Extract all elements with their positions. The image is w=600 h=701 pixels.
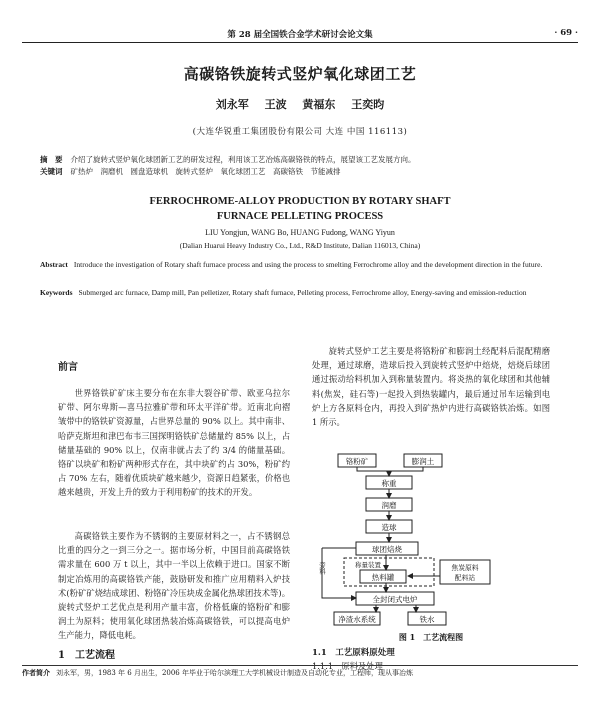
flow-label-hot-tank: 热料罐 <box>371 573 395 582</box>
affiliation-en: (Dalian Huarui Heavy Industry Co., Ltd., R&D Institute, Dalian 116013, China) <box>179 241 421 250</box>
paper-title-en-line2: FURNACE PELLETING PROCESS <box>216 211 384 222</box>
process-paragraph: 旋转式竖炉工艺主要是将铬粉矿和膨润土经配料后混配精磨处理，通过球磨，造球后投入到旋转式竖炉中焙烧，焙烧后球团通过振动给料机加入到称量装置内。将炎热的氧化球团和其他辅料(焦炭，硅石等)一起投入到热装罐内，最后通过吊车运输到电炉上方各原料仓内，再投入到矿热炉内进行高碳铬铁冶炼。如图 1 所示。 <box>312 346 550 428</box>
keywords-cn <box>40 166 570 178</box>
paper-title-cn: 高碳铬铁旋转式竖炉氧化球团工艺 <box>183 65 417 83</box>
running-header <box>22 28 578 42</box>
section-1-heading: 1 工艺流程 <box>58 650 115 661</box>
abstract-en-label: Abstract <box>40 260 68 269</box>
intro-paragraph-1: 世界铬铁矿矿床主要分布在东非大裂谷矿带、欧亚乌拉尔矿带、阿尔卑斯—喜马拉雅矿带和环太平洋矿带。近南北向褶皱带中的铬铁矿资源量，占世界总量的 90% 以上。其中南非、哈萨克斯坦和津巴布韦三国探明铬铁矿总储量约 85% 以上，占储量基础的 90% 以上，仅南非就占去了约 3/4 的储量基础。铬矿以块矿和粉矿两种形式存在，其中块矿约占 30%，粉矿约占 70% 左右，随着优质块矿越来越少，资源日趋紧张，价格也越来越贵，开发上升的致力于利用粉矿的技术的开发。 <box>58 388 290 498</box>
keywords-en-text: Submerged arc furnace, Damp mill, Pan pelletizer, Rotary shaft furnace, Pelleting process, Ferrochrome alloy, Energy-saving and emission-reduction <box>78 288 527 297</box>
flow-label-pelletizing: 造球 <box>381 523 397 532</box>
keywords-en <box>40 286 570 299</box>
flow-label-damp-mill: 润磨 <box>381 501 397 510</box>
flow-label-electric-furnace: 全封闭式电炉 <box>372 595 418 604</box>
abstract-en-text: Introduce the investigation of Rotary shaft furnace process and using the process to smelting Ferrochrome alloy and the development direction in the future. <box>73 260 543 269</box>
abstract-cn-text: 介绍了旋转式竖炉氧化球团新工艺的研发过程，利用该工艺冶炼高碳铬铁的特点，展望该工艺发展方向。 <box>70 155 416 164</box>
footnote-label: 作者简介 <box>22 668 50 677</box>
process-flowchart <box>316 452 540 630</box>
flow-label-slag-water: 净渣水系统 <box>338 615 376 624</box>
authors-cn: 刘永军 王波 黄福东 王奕昀 <box>215 98 385 111</box>
page-number: · 69 · <box>554 28 578 38</box>
subsection-1-1: 1.1 工艺原料原处理 <box>312 648 395 658</box>
intro-paragraph-2: 高碳铬铁主要作为不锈钢的主要原材料之一，占不锈钢总比重的四分之一到三分之一。据市场分析，中国目前高碳铬铁需求量在 600 万 t 以上，其中一半以上依赖于进口。国家不断制定冶炼用的高碳铬铁产能，鼓励研发和推广应用精料入炉技术(粉矿矿烧结成球团、粉铬矿冷压块成金属化热球团技术等)。旋转式竖炉工艺优点是利用产量丰富，价格低廉的铬粉矿和膨润土为原料；使用氧化球团热装冶炼高碳铬铁，可以提高电炉生产能力，降低电耗。 <box>58 531 290 641</box>
subsection-1-1-1: 1.1.1 原料及处理 <box>312 661 383 671</box>
section-intro-heading: 前言 <box>58 362 78 373</box>
flow-label-batching-1: 焦炭原料 <box>451 564 479 572</box>
authors-en: LIU Yongjun, WANG Bo, HUANG Fudong, WANG Yiyun <box>205 228 395 237</box>
flow-label-bentonite: 膨润土 <box>411 457 435 466</box>
figure-caption: 图 1 工艺流程图 <box>398 632 464 642</box>
abstract-cn <box>40 154 570 166</box>
keywords-cn-text: 矿热炉 润磨机 圆盘造球机 旋转式竖炉 氧化球团工艺 高碳铬铁 节能减排 <box>70 167 341 176</box>
flow-label-chrome-ore: 铬粉矿 <box>345 457 369 466</box>
flow-label-weighing-device: 称量装置 <box>355 561 381 569</box>
abstract-cn-label: 摘 要 <box>40 155 63 164</box>
footnote-rule <box>22 665 578 666</box>
flow-label-molten-iron: 铁水 <box>419 615 435 624</box>
flow-label-weighing: 称重 <box>381 479 397 488</box>
flow-label-roasting: 球团焙烧 <box>372 545 402 554</box>
author-footnote <box>22 668 578 678</box>
flow-label-side: 旁料 <box>318 561 326 575</box>
keywords-en-label: Keywords <box>40 288 73 297</box>
header-rule <box>22 42 578 43</box>
affiliation-cn: (大连华锐重工集团股份有限公司 大连 中国 116113) <box>192 127 408 137</box>
flow-label-batching-2: 配料站 <box>454 574 476 582</box>
proceedings-title: 第 28 届全国铁合金学术研讨会论文集 <box>227 30 373 40</box>
footnote-text: 刘永军，男，1983 年 6 月出生，2006 年毕业于哈尔滨理工大学机械设计制造及自动化专业，工程师，现从事冶炼 <box>56 669 413 677</box>
paper-title-en-line1: FERROCHROME-ALLOY PRODUCTION BY ROTARY SHAFT <box>149 196 451 207</box>
paper-title-en <box>0 194 600 224</box>
abstract-en <box>40 258 570 271</box>
keywords-cn-label: 关键词 <box>40 167 63 176</box>
